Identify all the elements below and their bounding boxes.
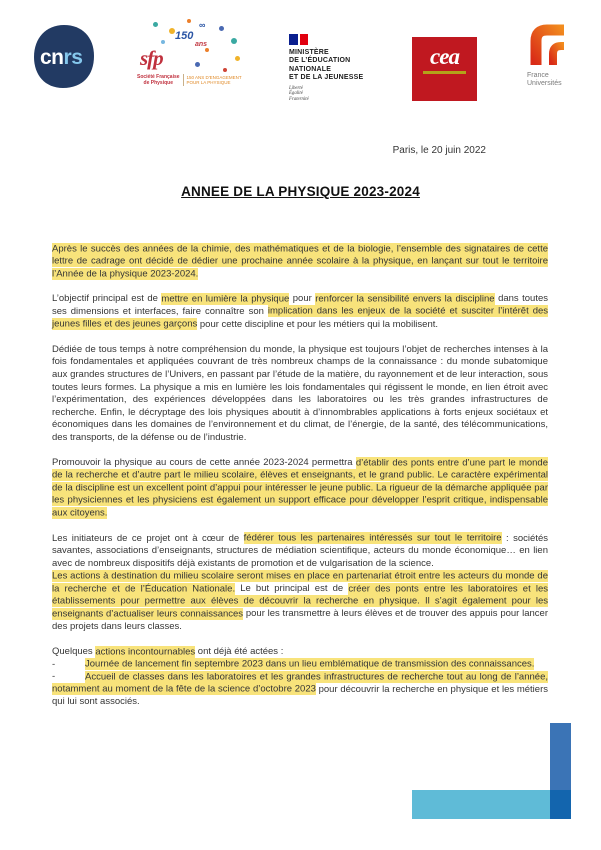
cnrs-blob-icon [33,24,95,89]
france-universites-name: France Universités [527,72,562,87]
highlighted-text: d’établir des ponts entre d’une part le monde de la recherche et d’autre part le milieu scolaire, élèves et enseignants, et le grand public. Le caractère expérimental de la discipline est un excellent point d’appui pour intéresser le jeune public. La rigueur de la démarche appliquée par les physiciennes et les physiciens est également un support efficace pour développer l’esprit critique, indispensable aux citoyens. [52,457,548,519]
sfp-150-label: 150 [175,30,194,42]
paragraph [52,457,548,520]
paragraph [52,344,548,445]
highlighted-text: créer des ponts entre les laboratoires et les établissements pour permettre aux élèves de découvrir la recherche en physique. Il s’agit également pour les enseignants d’actualiser leurs connaissances [52,583,548,620]
logo-bar [0,0,601,130]
text-run: Quelques [52,646,96,657]
sfp-tagline: 150 ANS D'ENGAGEMENT POUR LA PHYSIQUE [186,74,242,85]
sfp-doodle-icon [223,68,227,72]
text-run: Les initiateurs de ce projet ont à cœur de [52,532,244,544]
france-universites-logo [527,24,573,88]
letter-body [52,243,548,709]
list-dash: - [52,658,56,670]
text-run: pour découvrir la recherche en physique et les métiers qui lui sont associés. [52,683,548,708]
highlighted-text: actions incontournables [95,646,196,657]
dateline: Paris, le 20 juin 2022 [392,145,486,156]
sfp-doodle-icon [235,56,240,61]
sfp-ans-label: ans [195,41,208,48]
highlighted-text: renforcer la sensibilité envers la discipline [315,293,495,305]
text-run: pour [289,293,316,305]
paragraph [52,646,548,659]
text-run: : sociétés savantes, associations d’enseignants, structures de médiation scientifique, acteurs du monde économique… en lien avec de nombreux dispositifs déjà existants de promotion et de vulgarisation de la science. [52,532,548,569]
sfp-doodle-icon [231,38,237,44]
highlighted-text: mettre en lumière la physique [161,293,290,305]
sfp-doodle-icon [205,48,209,52]
ministere-name: MINISTÈRE DE L’ÉDUCATION NATIONALE ET DE LA JEUNESSE [289,49,364,82]
sfp-doodle-icon [195,62,200,67]
text-run: L’objectif principal est de [52,293,162,305]
sfp-org-name: Société Française de Physique [137,74,180,86]
cea-underline [423,71,466,74]
highlighted-text: Accueil de classes dans les laboratoires et les grandes infrastructures de recherche tout au long de l’année, notamment au moment de la fête de la science d’octobre 2023 [52,671,548,695]
paragraph [52,533,548,571]
france-universites-icon [527,24,567,66]
cea-logo [412,37,477,101]
paragraph [52,243,548,281]
list-dash: - [52,671,56,683]
text-run: ont déjà été actées : [195,646,284,657]
highlighted-text: Après le succès des années de la chimie, des mathématiques et de la biologie, l’ensemble des signataires de cette lettre de cadrage ont décidé de dédier une prochaine année scolaire à la physique, en lançant sur tout le territoire l’Année de la physique 2023-2024. [52,243,548,280]
ministere-motto: Liberté Égalité Fraternité [289,85,309,102]
list-item [52,659,548,672]
highlighted-text: fédérer tous les partenaires intéressés sur tout le territoire [243,532,502,544]
sfp-doodle-icon [161,40,165,44]
sfp-logo [135,18,247,110]
text-run: Dédiée de tous temps à notre compréhension du monde, la physique est toujours l’objet de recherches intenses à la fois fondamentales et appliquées couvrant de très nombreux champs de la connaissance : du monde subatomique aux grandes structures de l’Univers, en passant par l’étude de la matière, du rayonnement et de leur interaction, sous toutes leurs formes. La physique a mis en lumière les lois fondamentales qui régissent le monde, en lien étroit avec l’expérimentation, des expériences développées dans les laboratoires ou les très grandes infrastructures de recherche. Enfin, le décryptage des lois physiques aboutit à d’innombrables applications à forts enjeux sociétaux et économiques dans les domaines de l’environnement et du climat, de l’énergie, de la santé, des télécommunications, des transports, de la défense ou de l’industrie. [52,343,548,443]
french-flag-icon [289,34,309,45]
text-run: dans toutes ses dimensions et interfaces, faire connaître son [52,293,548,317]
sfp-doodle-icon [187,19,191,23]
highlighted-text: implication dans les enjeux de la société et susciter l’intérêt des jeunes filles et des jeunes garçons [52,305,549,330]
cea-wordmark: cea [430,44,459,69]
sfp-doodle-icon [153,22,158,27]
sfp-doodle-icon [219,26,224,31]
paragraph [52,570,548,633]
decor-bar-horizontal [412,790,570,819]
highlighted-text: Journée de lancement fin septembre 2023 dans un lieu emblématique de transmission des connaissances. [85,658,535,670]
highlighted-text: Les actions à destination du milieu scolaire seront mises en place en partenariat étroit entre les acteurs du monde de la recherche et de l’Éducation Nationale. [52,570,548,595]
sfp-baseline [137,74,242,86]
text-run: pour les transmettre à leurs élèves et de trouver des appuis pour lancer des projets dans leurs classes. [52,608,548,632]
text-run: Le but principal est de [235,583,349,595]
paragraph [52,293,548,331]
ministere-logo [289,34,389,102]
list-item [52,671,548,709]
sfp-infinity-icon: ∞ [199,20,206,30]
letter-title: ANNEE DE LA PHYSIQUE 2023-2024 [181,184,420,199]
sfp-wordmark: sfp [140,46,163,70]
sfp-divider [183,74,184,86]
cnrs-logo [33,24,95,89]
decor-bar-overlap [550,790,571,819]
cnrs-wordmark: cnrs [40,46,83,69]
text-run: pour cette discipline et pour les métiers qui la mobilisent. [197,318,439,330]
text-run: Promouvoir la physique au cours de cette année 2023-2024 permettra [52,457,356,469]
